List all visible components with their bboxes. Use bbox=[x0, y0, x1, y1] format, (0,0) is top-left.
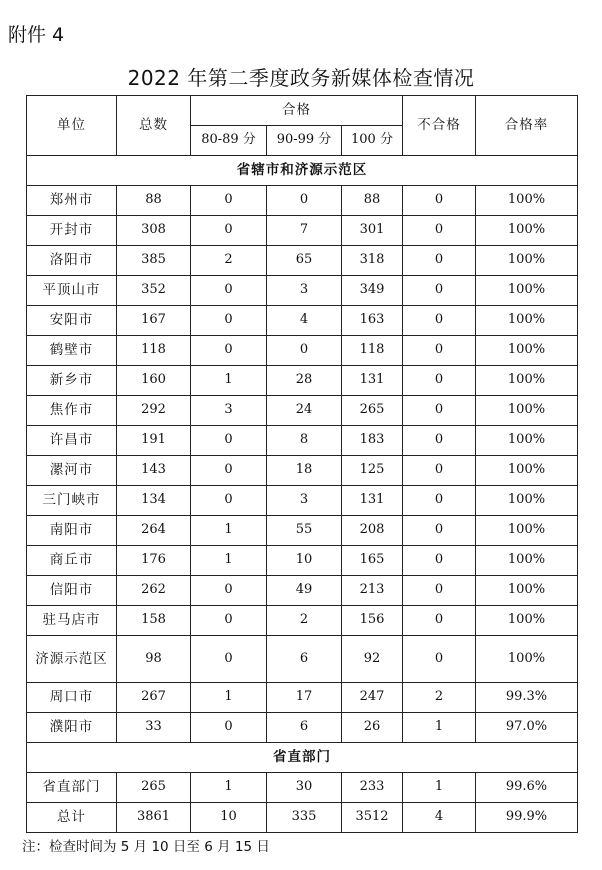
score-90-99-cell: 2 bbox=[267, 606, 342, 636]
score-90-99-cell: 0 bbox=[267, 336, 342, 366]
header-score-80-89: 80-89 分 bbox=[191, 126, 267, 156]
score-90-99-cell: 24 bbox=[267, 396, 342, 426]
pass-rate-cell: 100% bbox=[476, 576, 578, 606]
pass-rate-cell: 100% bbox=[476, 486, 578, 516]
unqualified-cell: 0 bbox=[403, 486, 476, 516]
table-row bbox=[27, 246, 578, 276]
table-row bbox=[27, 336, 578, 366]
header-score-100: 100 分 bbox=[342, 126, 403, 156]
unqualified-cell: 0 bbox=[403, 396, 476, 426]
score-100-cell: 125 bbox=[342, 456, 403, 486]
pass-rate-cell: 100% bbox=[476, 396, 578, 426]
unit-cell: 新乡市 bbox=[27, 366, 117, 396]
table-row bbox=[27, 216, 578, 246]
header-score-90-99: 90-99 分 bbox=[267, 126, 342, 156]
score-90-99-cell: 30 bbox=[267, 773, 342, 803]
score-100-cell: 208 bbox=[342, 516, 403, 546]
score-100-cell: 265 bbox=[342, 396, 403, 426]
unqualified-cell: 0 bbox=[403, 516, 476, 546]
unqualified-cell: 0 bbox=[403, 246, 476, 276]
unit-cell: 濮阳市 bbox=[27, 713, 117, 743]
unqualified-cell: 0 bbox=[403, 606, 476, 636]
score-90-99-cell: 17 bbox=[267, 683, 342, 713]
total-cell: 352 bbox=[117, 276, 191, 306]
score-80-89-cell: 0 bbox=[191, 576, 267, 606]
pass-rate-cell: 100% bbox=[476, 606, 578, 636]
table-row bbox=[27, 306, 578, 336]
total-cell: 267 bbox=[117, 683, 191, 713]
score-80-89-cell: 0 bbox=[191, 336, 267, 366]
total-cell: 385 bbox=[117, 246, 191, 276]
unqualified-cell: 0 bbox=[403, 366, 476, 396]
total-cell: 88 bbox=[117, 186, 191, 216]
header-total: 总数 bbox=[117, 96, 191, 156]
score-80-89-cell: 0 bbox=[191, 186, 267, 216]
pass-rate-cell: 99.3% bbox=[476, 683, 578, 713]
score-100-cell: 156 bbox=[342, 606, 403, 636]
unqualified-cell: 2 bbox=[403, 683, 476, 713]
score-90-99-cell: 4 bbox=[267, 306, 342, 336]
score-80-89-cell: 1 bbox=[191, 366, 267, 396]
total-cell: 176 bbox=[117, 546, 191, 576]
score-90-99-cell: 335 bbox=[267, 803, 342, 833]
total-cell: 167 bbox=[117, 306, 191, 336]
header-qualified-group: 合格 bbox=[191, 96, 403, 126]
pass-rate-cell: 100% bbox=[476, 546, 578, 576]
unit-cell: 许昌市 bbox=[27, 426, 117, 456]
header-unit: 单位 bbox=[27, 96, 117, 156]
table-row bbox=[27, 426, 578, 456]
score-90-99-cell: 10 bbox=[267, 546, 342, 576]
score-90-99-cell: 6 bbox=[267, 636, 342, 683]
score-100-cell: 183 bbox=[342, 426, 403, 456]
total-cell: 33 bbox=[117, 713, 191, 743]
score-80-89-cell: 0 bbox=[191, 713, 267, 743]
unqualified-cell: 0 bbox=[403, 456, 476, 486]
score-90-99-cell: 55 bbox=[267, 516, 342, 546]
score-100-cell: 163 bbox=[342, 306, 403, 336]
score-100-cell: 349 bbox=[342, 276, 403, 306]
table-row bbox=[27, 186, 578, 216]
unqualified-cell: 0 bbox=[403, 186, 476, 216]
table-row bbox=[27, 456, 578, 486]
score-80-89-cell: 3 bbox=[191, 396, 267, 426]
score-80-89-cell: 0 bbox=[191, 486, 267, 516]
unit-cell: 郑州市 bbox=[27, 186, 117, 216]
total-cell: 118 bbox=[117, 336, 191, 366]
table-row bbox=[27, 683, 578, 713]
pass-rate-cell: 100% bbox=[476, 636, 578, 683]
total-cell: 134 bbox=[117, 486, 191, 516]
unit-cell: 总计 bbox=[27, 803, 117, 833]
score-100-cell: 318 bbox=[342, 246, 403, 276]
table-row bbox=[27, 576, 578, 606]
score-90-99-cell: 6 bbox=[267, 713, 342, 743]
score-80-89-cell: 0 bbox=[191, 216, 267, 246]
unit-cell: 省直部门 bbox=[27, 773, 117, 803]
unqualified-cell: 0 bbox=[403, 576, 476, 606]
pass-rate-cell: 100% bbox=[476, 456, 578, 486]
unit-cell: 信阳市 bbox=[27, 576, 117, 606]
document-title: 2022 年第二季度政务新媒体检查情况 bbox=[127, 66, 475, 90]
unit-cell: 商丘市 bbox=[27, 546, 117, 576]
score-80-89-cell: 0 bbox=[191, 636, 267, 683]
table-row bbox=[27, 486, 578, 516]
total-cell: 143 bbox=[117, 456, 191, 486]
pass-rate-cell: 100% bbox=[476, 276, 578, 306]
total-cell: 262 bbox=[117, 576, 191, 606]
pass-rate-cell: 97.0% bbox=[476, 713, 578, 743]
score-90-99-cell: 49 bbox=[267, 576, 342, 606]
score-100-cell: 233 bbox=[342, 773, 403, 803]
unqualified-cell: 0 bbox=[403, 336, 476, 366]
score-80-89-cell: 1 bbox=[191, 773, 267, 803]
total-cell: 191 bbox=[117, 426, 191, 456]
score-80-89-cell: 0 bbox=[191, 426, 267, 456]
score-100-cell: 26 bbox=[342, 713, 403, 743]
table-row bbox=[27, 636, 578, 683]
score-90-99-cell: 65 bbox=[267, 246, 342, 276]
total-cell: 158 bbox=[117, 606, 191, 636]
unit-cell: 洛阳市 bbox=[27, 246, 117, 276]
score-100-cell: 88 bbox=[342, 186, 403, 216]
table-row bbox=[27, 396, 578, 426]
header-unqualified: 不合格 bbox=[403, 96, 476, 156]
score-100-cell: 3512 bbox=[342, 803, 403, 833]
table-row bbox=[27, 773, 578, 803]
total-cell: 265 bbox=[117, 773, 191, 803]
pass-rate-cell: 100% bbox=[476, 186, 578, 216]
total-cell: 3861 bbox=[117, 803, 191, 833]
score-100-cell: 301 bbox=[342, 216, 403, 246]
score-100-cell: 165 bbox=[342, 546, 403, 576]
score-100-cell: 213 bbox=[342, 576, 403, 606]
table-row bbox=[27, 713, 578, 743]
pass-rate-cell: 100% bbox=[476, 306, 578, 336]
score-80-89-cell: 10 bbox=[191, 803, 267, 833]
score-80-89-cell: 1 bbox=[191, 683, 267, 713]
unqualified-cell: 0 bbox=[403, 276, 476, 306]
score-90-99-cell: 0 bbox=[267, 186, 342, 216]
score-100-cell: 131 bbox=[342, 366, 403, 396]
score-100-cell: 131 bbox=[342, 486, 403, 516]
unqualified-cell: 0 bbox=[403, 636, 476, 683]
total-cell: 264 bbox=[117, 516, 191, 546]
unit-cell: 鹤壁市 bbox=[27, 336, 117, 366]
unqualified-cell: 0 bbox=[403, 306, 476, 336]
section-row bbox=[27, 156, 578, 186]
unit-cell: 驻马店市 bbox=[27, 606, 117, 636]
unit-cell: 南阳市 bbox=[27, 516, 117, 546]
total-cell: 98 bbox=[117, 636, 191, 683]
section-title: 省辖市和济源示范区 bbox=[27, 156, 578, 186]
unqualified-cell: 1 bbox=[403, 713, 476, 743]
inspection-table bbox=[26, 95, 578, 833]
score-80-89-cell: 0 bbox=[191, 276, 267, 306]
score-80-89-cell: 0 bbox=[191, 306, 267, 336]
pass-rate-cell: 100% bbox=[476, 246, 578, 276]
pass-rate-cell: 100% bbox=[476, 336, 578, 366]
unit-cell: 平顶山市 bbox=[27, 276, 117, 306]
table-row bbox=[27, 276, 578, 306]
pass-rate-cell: 100% bbox=[476, 366, 578, 396]
table-row bbox=[27, 546, 578, 576]
total-cell: 292 bbox=[117, 396, 191, 426]
section-row bbox=[27, 743, 578, 773]
score-90-99-cell: 18 bbox=[267, 456, 342, 486]
unqualified-cell: 0 bbox=[403, 426, 476, 456]
score-100-cell: 118 bbox=[342, 336, 403, 366]
table-row bbox=[27, 803, 578, 833]
footnote: 注：检查时间为 5 月 10 日至 6 月 15 日 bbox=[22, 839, 270, 855]
unit-cell: 济源示范区 bbox=[27, 636, 117, 683]
table-row bbox=[27, 516, 578, 546]
score-80-89-cell: 0 bbox=[191, 606, 267, 636]
total-cell: 308 bbox=[117, 216, 191, 246]
score-80-89-cell: 0 bbox=[191, 456, 267, 486]
unit-cell: 开封市 bbox=[27, 216, 117, 246]
unqualified-cell: 1 bbox=[403, 773, 476, 803]
unit-cell: 漯河市 bbox=[27, 456, 117, 486]
attachment-label: 附件 4 bbox=[8, 24, 65, 46]
score-80-89-cell: 1 bbox=[191, 546, 267, 576]
score-90-99-cell: 7 bbox=[267, 216, 342, 246]
pass-rate-cell: 100% bbox=[476, 216, 578, 246]
score-90-99-cell: 3 bbox=[267, 276, 342, 306]
score-80-89-cell: 1 bbox=[191, 516, 267, 546]
header-row-1 bbox=[27, 96, 578, 126]
pass-rate-cell: 99.6% bbox=[476, 773, 578, 803]
unit-cell: 三门峡市 bbox=[27, 486, 117, 516]
table-row bbox=[27, 366, 578, 396]
score-100-cell: 92 bbox=[342, 636, 403, 683]
unqualified-cell: 0 bbox=[403, 546, 476, 576]
pass-rate-cell: 100% bbox=[476, 516, 578, 546]
section-title: 省直部门 bbox=[27, 743, 578, 773]
total-cell: 160 bbox=[117, 366, 191, 396]
score-90-99-cell: 8 bbox=[267, 426, 342, 456]
unit-cell: 周口市 bbox=[27, 683, 117, 713]
header-pass-rate: 合格率 bbox=[476, 96, 578, 156]
score-100-cell: 247 bbox=[342, 683, 403, 713]
score-80-89-cell: 2 bbox=[191, 246, 267, 276]
score-90-99-cell: 28 bbox=[267, 366, 342, 396]
score-90-99-cell: 3 bbox=[267, 486, 342, 516]
unqualified-cell: 4 bbox=[403, 803, 476, 833]
pass-rate-cell: 99.9% bbox=[476, 803, 578, 833]
unqualified-cell: 0 bbox=[403, 216, 476, 246]
table-row bbox=[27, 606, 578, 636]
unit-cell: 安阳市 bbox=[27, 306, 117, 336]
pass-rate-cell: 100% bbox=[476, 426, 578, 456]
unit-cell: 焦作市 bbox=[27, 396, 117, 426]
